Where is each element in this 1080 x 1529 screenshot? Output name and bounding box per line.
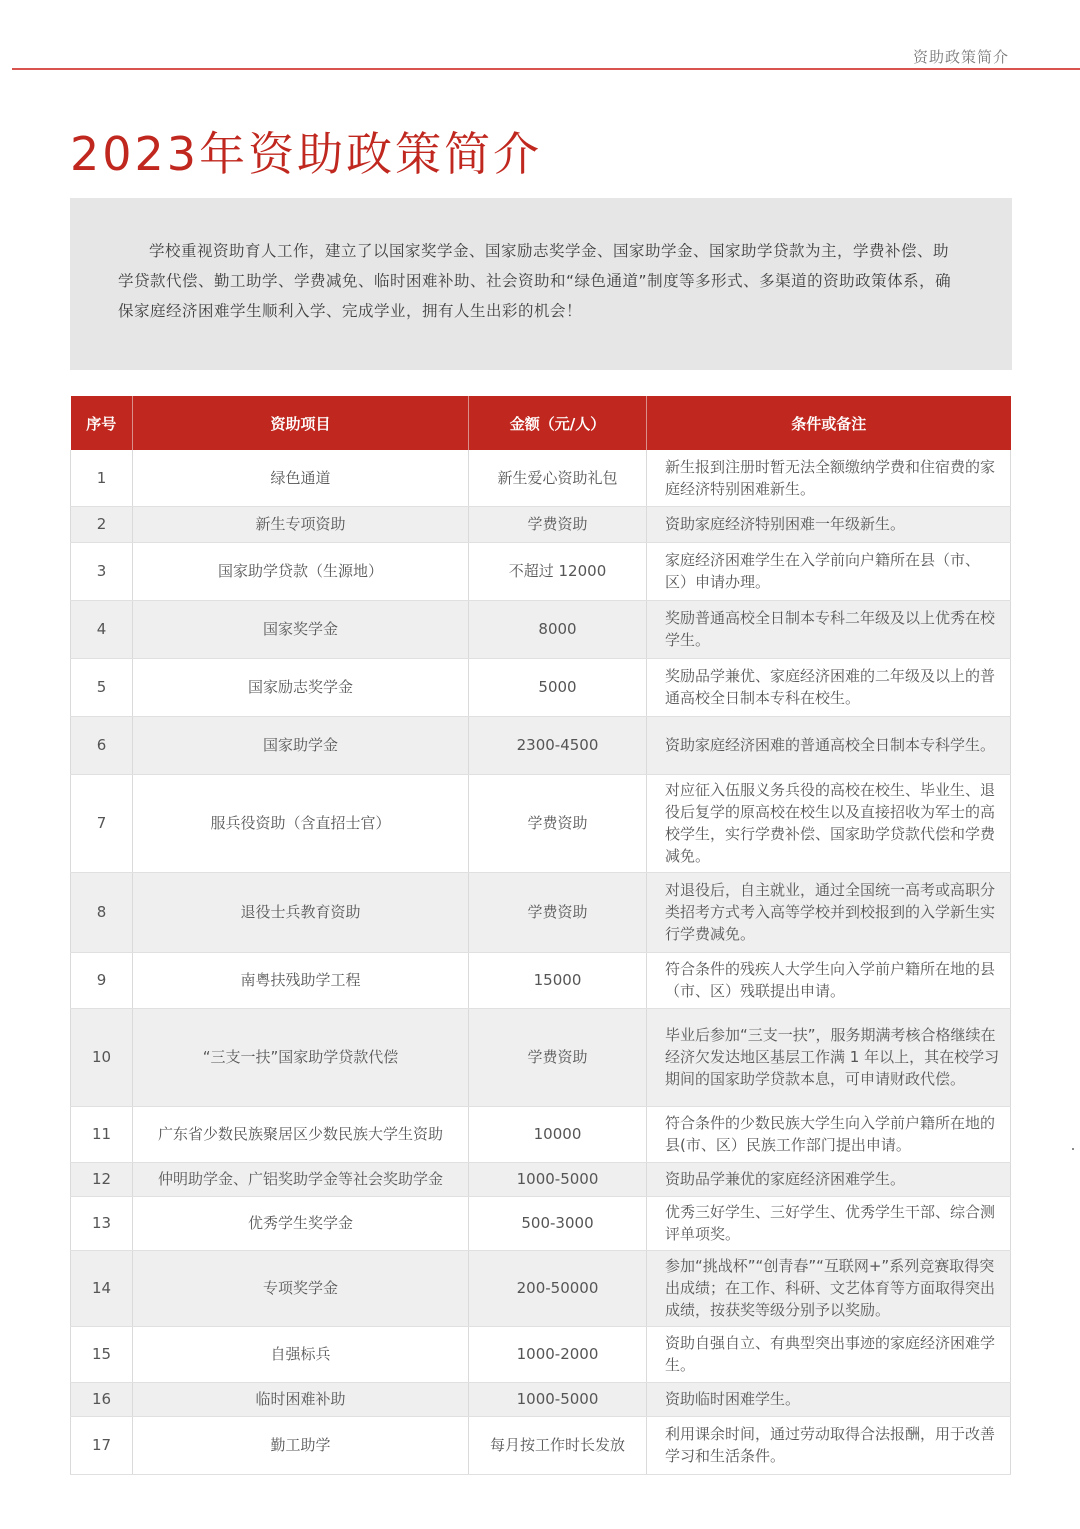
cell-amount: 学费资助 (469, 1008, 647, 1106)
cell-amount: 5000 (469, 658, 647, 716)
cell-item: 国家助学金 (133, 716, 469, 774)
cell-no: 6 (71, 716, 133, 774)
cell-note: 利用课余时间，通过劳动取得合法报酬，用于改善学习和生活条件。 (647, 1416, 1011, 1474)
cell-note: 资助自强自立、有典型突出事迹的家庭经济困难学生。 (647, 1326, 1011, 1382)
table-row (71, 1326, 1011, 1382)
cell-amount: 每月按工作时长发放 (469, 1416, 647, 1474)
cell-item: 国家励志奖学金 (133, 658, 469, 716)
cell-no: 16 (71, 1382, 133, 1416)
column-header-no: 序号 (71, 396, 133, 450)
column-header-amount: 金额（元/人） (469, 396, 647, 450)
table-row (71, 600, 1011, 658)
cell-no: 15 (71, 1326, 133, 1382)
cell-item: 退役士兵教育资助 (133, 872, 469, 952)
cell-item: 勤工助学 (133, 1416, 469, 1474)
cell-note: 符合条件的少数民族大学生向入学前户籍所在地的县(市、区）民族工作部门提出申请。 (647, 1106, 1011, 1162)
table-row (71, 506, 1011, 542)
cell-amount: 10000 (469, 1106, 647, 1162)
cell-no: 3 (71, 542, 133, 600)
table-body (71, 450, 1011, 1474)
cell-item: 新生专项资助 (133, 506, 469, 542)
cell-amount: 8000 (469, 600, 647, 658)
cell-no: 13 (71, 1196, 133, 1250)
cell-no: 11 (71, 1106, 133, 1162)
cell-note: 对应征入伍服义务兵役的高校在校生、毕业生、退役后复学的原高校在校生以及直接招收为军士的高校学生，实行学费补偿、国家助学贷款代偿和学费减免。 (647, 774, 1011, 872)
table-row (71, 1196, 1011, 1250)
column-header-note: 条件或备注 (647, 396, 1011, 450)
table-row (71, 1416, 1011, 1474)
cell-no: 7 (71, 774, 133, 872)
cell-item: 优秀学生奖学金 (133, 1196, 469, 1250)
cell-no: 12 (71, 1162, 133, 1196)
cell-amount: 15000 (469, 952, 647, 1008)
cell-no: 9 (71, 952, 133, 1008)
cell-item: 南粤扶残助学工程 (133, 952, 469, 1008)
cell-item: “三支一扶”国家助学贷款代偿 (133, 1008, 469, 1106)
cell-item: 临时困难补助 (133, 1382, 469, 1416)
page-title: 2023年资助政策简介 (70, 127, 543, 181)
cell-amount: 学费资助 (469, 506, 647, 542)
cell-note: 毕业后参加“三支一扶”，服务期满考核合格继续在经济欠发达地区基层工作满 1 年以上，其在校学习期间的国家助学贷款本息，可申请财政代偿。 (647, 1008, 1011, 1106)
table-row (71, 1382, 1011, 1416)
cell-amount: 新生爱心资助礼包 (469, 450, 647, 506)
table-row (71, 450, 1011, 506)
cell-note: 资助家庭经济困难的普通高校全日制本专科学生。 (647, 716, 1011, 774)
intro-box (70, 198, 1012, 370)
cell-note: 奖励普通高校全日制本专科二年级及以上优秀在校学生。 (647, 600, 1011, 658)
table-row (71, 542, 1011, 600)
cell-no: 2 (71, 506, 133, 542)
cell-item: 绿色通道 (133, 450, 469, 506)
cell-item: 广东省少数民族聚居区少数民族大学生资助 (133, 1106, 469, 1162)
table-row (71, 1162, 1011, 1196)
cell-item: 服兵役资助（含直招士官） (133, 774, 469, 872)
table-row (71, 1106, 1011, 1162)
cell-amount: 1000-5000 (469, 1382, 647, 1416)
cell-item: 自强标兵 (133, 1326, 469, 1382)
table-header-row (71, 396, 1011, 450)
cell-amount: 2300-4500 (469, 716, 647, 774)
table-row (71, 774, 1011, 872)
header-divider (12, 68, 1080, 70)
funding-table (70, 396, 1010, 1475)
table-row (71, 716, 1011, 774)
cell-no: 8 (71, 872, 133, 952)
cell-no: 4 (71, 600, 133, 658)
cell-note: 奖励品学兼优、家庭经济困难的二年级及以上的普通高校全日制本专科在校生。 (647, 658, 1011, 716)
cell-no: 10 (71, 1008, 133, 1106)
intro-paragraph: 学校重视资助育人工作，建立了以国家奖学金、国家励志奖学金、国家助学金、国家助学贷款为主，学费补偿、助学贷款代偿、勤工助学、学费减免、临时困难补助、社会资助和“绿色通道”制度等多形式、多渠道的资助政策体系，确保家庭经济困难学生顺利入学、完成学业，拥有人生出彩的机会！ (118, 242, 952, 320)
table-row (71, 1008, 1011, 1106)
cell-amount: 学费资助 (469, 774, 647, 872)
cell-amount: 500-3000 (469, 1196, 647, 1250)
cell-no: 5 (71, 658, 133, 716)
table-row (71, 1250, 1011, 1326)
cell-note: 家庭经济困难学生在入学前向户籍所在县（市、区）申请办理。 (647, 542, 1011, 600)
cell-no: 17 (71, 1416, 133, 1474)
cell-item: 国家奖学金 (133, 600, 469, 658)
cell-note: 资助临时困难学生。 (647, 1382, 1011, 1416)
cell-item: 国家助学贷款（生源地） (133, 542, 469, 600)
cell-note: 符合条件的残疾人大学生向入学前户籍所在地的县（市、区）残联提出申请。 (647, 952, 1011, 1008)
cell-note: 新生报到注册时暂无法全额缴纳学费和住宿费的家庭经济特别困难新生。 (647, 450, 1011, 506)
column-header-item: 资助项目 (133, 396, 469, 450)
cell-item: 专项奖学金 (133, 1250, 469, 1326)
cell-amount: 1000-2000 (469, 1326, 647, 1382)
table-row (71, 952, 1011, 1008)
cell-amount: 不超过 12000 (469, 542, 647, 600)
cell-amount: 学费资助 (469, 872, 647, 952)
header-label: 资助政策简介 (912, 48, 1009, 66)
cell-amount: 1000-5000 (469, 1162, 647, 1196)
cell-amount: 200-50000 (469, 1250, 647, 1326)
cell-note: 参加“挑战杯”“创青春”“互联网+”系列竞赛取得突出成绩；在工作、科研、文艺体育等方面取得突出成绩，按获奖等级分别予以奖励。 (647, 1250, 1011, 1326)
cell-note: 资助家庭经济特别困难一年级新生。 (647, 506, 1011, 542)
cell-note: 对退役后，自主就业，通过全国统一高考或高职分类招考方式考入高等学校并到校报到的入学新生实行学费减免。 (647, 872, 1011, 952)
stray-dot (1072, 1148, 1074, 1150)
cell-no: 1 (71, 450, 133, 506)
cell-note: 优秀三好学生、三好学生、优秀学生干部、综合测评单项奖。 (647, 1196, 1011, 1250)
cell-item: 仲明助学金、广铝奖助学金等社会奖助学金 (133, 1162, 469, 1196)
table-row (71, 872, 1011, 952)
table-row (71, 658, 1011, 716)
cell-note: 资助品学兼优的家庭经济困难学生。 (647, 1162, 1011, 1196)
cell-no: 14 (71, 1250, 133, 1326)
